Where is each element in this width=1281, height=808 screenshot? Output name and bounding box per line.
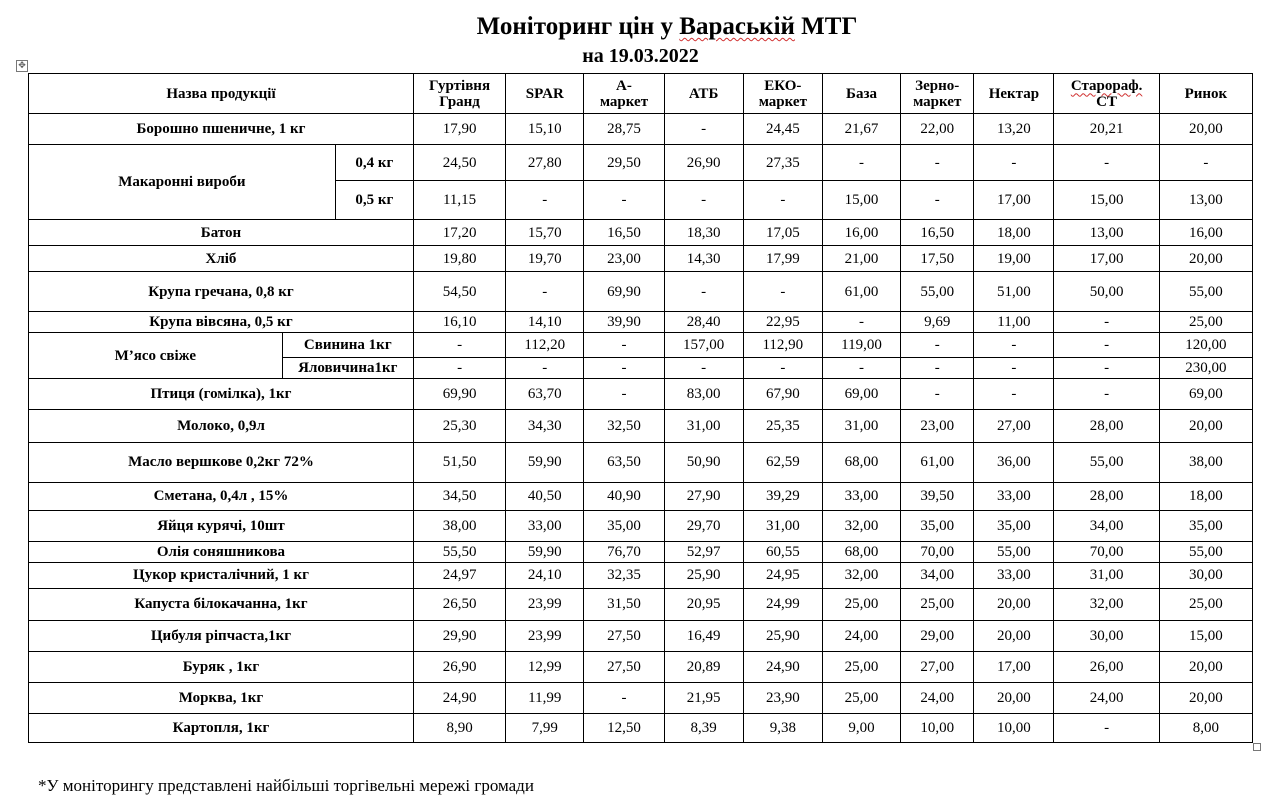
price-cell: - <box>1159 145 1252 181</box>
price-cell: 19,00 <box>974 246 1054 272</box>
price-cell: 27,90 <box>664 482 743 510</box>
price-cell: 18,30 <box>664 220 743 246</box>
product-name: М’ясо свіже <box>29 333 283 379</box>
price-cell: 51,00 <box>974 272 1054 312</box>
price-cell: 55,50 <box>413 541 505 562</box>
price-cell: 36,00 <box>974 443 1054 482</box>
price-cell: 34,50 <box>413 482 505 510</box>
price-cell: 32,00 <box>822 562 900 588</box>
price-cell: 31,00 <box>664 410 743 443</box>
header-product-name: Назва продукції <box>29 74 414 114</box>
table-row <box>29 410 1253 443</box>
price-cell: 22,95 <box>743 312 822 333</box>
price-cell: 16,00 <box>1159 220 1252 246</box>
price-cell: 26,90 <box>413 651 505 682</box>
price-cell: 28,00 <box>1054 482 1159 510</box>
table-row <box>29 713 1253 742</box>
header-store: Ринок <box>1159 74 1252 114</box>
header-store: SPAR <box>506 74 584 114</box>
price-cell: 120,00 <box>1159 333 1252 358</box>
product-name: Борошно пшеничне, 1 кг <box>29 114 414 145</box>
price-cell: 69,90 <box>584 272 664 312</box>
price-cell: 9,69 <box>901 312 974 333</box>
price-cell: - <box>974 358 1054 379</box>
price-cell: 17,00 <box>974 651 1054 682</box>
price-cell: 59,90 <box>506 443 584 482</box>
price-cell: 24,00 <box>822 620 900 651</box>
price-cell: 16,00 <box>822 220 900 246</box>
price-cell: - <box>901 358 974 379</box>
price-cell: 68,00 <box>822 443 900 482</box>
table-row <box>29 333 1253 358</box>
page-title <box>0 12 1281 42</box>
price-cell: - <box>743 181 822 220</box>
price-cell: 39,29 <box>743 482 822 510</box>
price-cell: 50,90 <box>664 443 743 482</box>
product-name: Картопля, 1кг <box>29 713 414 742</box>
price-cell: 112,20 <box>506 333 584 358</box>
price-cell: - <box>584 379 664 410</box>
table-row <box>29 620 1253 651</box>
price-cell: 29,50 <box>584 145 664 181</box>
price-cell: 13,00 <box>1054 220 1159 246</box>
price-cell: - <box>822 145 900 181</box>
price-cell: - <box>1054 333 1159 358</box>
price-cell: 25,00 <box>901 588 974 620</box>
price-cell: 34,30 <box>506 410 584 443</box>
price-cell: 20,00 <box>974 620 1054 651</box>
header-store: А- маркет <box>584 74 664 114</box>
price-cell: 38,00 <box>413 510 505 541</box>
table-row <box>29 510 1253 541</box>
price-cell: 17,20 <box>413 220 505 246</box>
price-cell: - <box>413 358 505 379</box>
table-row <box>29 541 1253 562</box>
price-cell: 31,00 <box>743 510 822 541</box>
price-cell: 61,00 <box>822 272 900 312</box>
price-cell: 26,90 <box>664 145 743 181</box>
price-cell: 32,00 <box>822 510 900 541</box>
price-cell: 16,50 <box>901 220 974 246</box>
product-name: Яйця курячі, 10шт <box>29 510 414 541</box>
price-cell: 40,50 <box>506 482 584 510</box>
price-cell: 26,50 <box>413 588 505 620</box>
price-cell: 15,00 <box>1159 620 1252 651</box>
price-cell: - <box>822 312 900 333</box>
price-cell: 83,00 <box>664 379 743 410</box>
table-row <box>29 482 1253 510</box>
price-cell: - <box>506 358 584 379</box>
price-cell: 24,97 <box>413 562 505 588</box>
price-cell: 24,90 <box>413 682 505 713</box>
price-cell: 15,00 <box>1054 181 1159 220</box>
price-cell: 27,00 <box>901 651 974 682</box>
price-cell: 60,55 <box>743 541 822 562</box>
price-cell: 27,50 <box>584 620 664 651</box>
table-row <box>29 651 1253 682</box>
price-cell: 28,40 <box>664 312 743 333</box>
price-cell: 20,95 <box>664 588 743 620</box>
price-cell: 31,50 <box>584 588 664 620</box>
price-cell: 8,00 <box>1159 713 1252 742</box>
price-cell: 69,00 <box>822 379 900 410</box>
price-cell: 16,10 <box>413 312 505 333</box>
price-cell: 70,00 <box>1054 541 1159 562</box>
price-cell: 69,00 <box>1159 379 1252 410</box>
price-cell: 17,50 <box>901 246 974 272</box>
page-subtitle: на 19.03.2022 <box>582 45 699 67</box>
price-cell: 34,00 <box>901 562 974 588</box>
product-name: Макаронні вироби <box>29 145 336 220</box>
price-cell: 19,70 <box>506 246 584 272</box>
price-cell: 32,50 <box>584 410 664 443</box>
header-store: Зерно- маркет <box>901 74 974 114</box>
price-cell: 23,99 <box>506 588 584 620</box>
price-cell: 63,50 <box>584 443 664 482</box>
price-cell: 29,00 <box>901 620 974 651</box>
price-cell: 25,00 <box>1159 312 1252 333</box>
price-cell: - <box>664 272 743 312</box>
price-cell: - <box>413 333 505 358</box>
price-cell: 39,50 <box>901 482 974 510</box>
price-cell: 17,90 <box>413 114 505 145</box>
product-name: Молоко, 0,9л <box>29 410 414 443</box>
price-cell: 18,00 <box>1159 482 1252 510</box>
price-cell: 62,59 <box>743 443 822 482</box>
table-row <box>29 246 1253 272</box>
price-cell: 24,90 <box>743 651 822 682</box>
price-cell: - <box>1054 312 1159 333</box>
table-row <box>29 145 1253 181</box>
price-cell: 67,90 <box>743 379 822 410</box>
price-cell: 20,00 <box>1159 682 1252 713</box>
price-cell: 55,00 <box>1054 443 1159 482</box>
price-cell: 23,00 <box>584 246 664 272</box>
table-row <box>29 312 1253 333</box>
price-cell: 23,00 <box>901 410 974 443</box>
product-variant: 0,5 кг <box>335 181 413 220</box>
header-row <box>29 74 1253 114</box>
price-cell: - <box>1054 713 1159 742</box>
product-name: Крупа вівсяна, 0,5 кг <box>29 312 414 333</box>
price-cell: - <box>664 181 743 220</box>
price-cell: 69,90 <box>413 379 505 410</box>
price-cell: 61,00 <box>901 443 974 482</box>
price-cell: 35,00 <box>974 510 1054 541</box>
price-cell: - <box>743 272 822 312</box>
product-name: Крупа гречана, 0,8 кг <box>29 272 414 312</box>
price-cell: 17,99 <box>743 246 822 272</box>
price-cell: - <box>743 358 822 379</box>
price-cell: 32,00 <box>1054 588 1159 620</box>
price-cell: - <box>974 379 1054 410</box>
price-cell: 20,00 <box>1159 246 1252 272</box>
price-cell: 13,20 <box>974 114 1054 145</box>
table-row <box>29 588 1253 620</box>
price-cell: 23,99 <box>506 620 584 651</box>
price-cell: - <box>584 682 664 713</box>
price-cell: 12,99 <box>506 651 584 682</box>
price-cell: - <box>974 333 1054 358</box>
header-store: Гуртівня Гранд <box>413 74 505 114</box>
price-cell: 15,70 <box>506 220 584 246</box>
price-cell: 25,30 <box>413 410 505 443</box>
footnote: *У моніторингу представлені найбільші торгівельні мережі громади <box>38 776 534 795</box>
price-cell: 21,67 <box>822 114 900 145</box>
table-row <box>29 114 1253 145</box>
price-cell: - <box>664 114 743 145</box>
price-cell: 63,70 <box>506 379 584 410</box>
price-cell: 52,97 <box>664 541 743 562</box>
price-cell: - <box>664 358 743 379</box>
price-cell: 50,00 <box>1054 272 1159 312</box>
price-cell: - <box>974 145 1054 181</box>
price-cell: 20,89 <box>664 651 743 682</box>
price-cell: 10,00 <box>901 713 974 742</box>
price-cell: - <box>901 181 974 220</box>
price-cell: 20,00 <box>1159 410 1252 443</box>
table-row <box>29 682 1253 713</box>
price-cell: 25,00 <box>1159 588 1252 620</box>
price-cell: 27,50 <box>584 651 664 682</box>
price-cell: 11,00 <box>974 312 1054 333</box>
price-cell: 70,00 <box>901 541 974 562</box>
price-cell: 55,00 <box>1159 541 1252 562</box>
header-store: База <box>822 74 900 114</box>
price-cell: 23,90 <box>743 682 822 713</box>
price-cell: 11,15 <box>413 181 505 220</box>
price-cell: - <box>584 181 664 220</box>
product-name: Цукор кристалічний, 1 кг <box>29 562 414 588</box>
header-store: Старораф. СТ <box>1054 74 1159 114</box>
price-cell: 35,00 <box>901 510 974 541</box>
price-cell: 7,99 <box>506 713 584 742</box>
price-cell: 16,50 <box>584 220 664 246</box>
price-cell: 8,39 <box>664 713 743 742</box>
price-cell: 21,00 <box>822 246 900 272</box>
title-prefix: Моніторинг цін у <box>476 13 680 40</box>
table-row <box>29 272 1253 312</box>
price-cell: - <box>1054 358 1159 379</box>
table-row <box>29 220 1253 246</box>
price-cell: 25,35 <box>743 410 822 443</box>
product-name: Сметана, 0,4л , 15% <box>29 482 414 510</box>
price-cell: 25,00 <box>822 588 900 620</box>
price-cell: - <box>506 272 584 312</box>
price-cell: 24,45 <box>743 114 822 145</box>
price-cell: 17,00 <box>974 181 1054 220</box>
price-cell: 25,90 <box>743 620 822 651</box>
price-cell: 31,00 <box>822 410 900 443</box>
product-name: Морква, 1кг <box>29 682 414 713</box>
price-cell: 17,05 <box>743 220 822 246</box>
price-cell: 38,00 <box>1159 443 1252 482</box>
price-cell: - <box>822 358 900 379</box>
product-name: Птиця (гомілка), 1кг <box>29 379 414 410</box>
price-cell: 14,10 <box>506 312 584 333</box>
price-cell: 29,90 <box>413 620 505 651</box>
price-cell: 35,00 <box>1159 510 1252 541</box>
price-cell: 119,00 <box>822 333 900 358</box>
price-cell: 35,00 <box>584 510 664 541</box>
table-move-handle-icon[interactable]: ✥ <box>16 60 28 72</box>
price-cell: 27,00 <box>974 410 1054 443</box>
price-cell: - <box>901 333 974 358</box>
price-cell: - <box>1054 145 1159 181</box>
price-cell: 24,50 <box>413 145 505 181</box>
price-cell: 19,80 <box>413 246 505 272</box>
price-cell: 26,00 <box>1054 651 1159 682</box>
table-row <box>29 379 1253 410</box>
price-cell: 18,00 <box>974 220 1054 246</box>
price-cell: 33,00 <box>974 562 1054 588</box>
table-resize-handle[interactable] <box>1253 743 1261 751</box>
price-cell: 30,00 <box>1054 620 1159 651</box>
product-name: Цибуля ріпчаста,1кг <box>29 620 414 651</box>
price-cell: 25,00 <box>822 682 900 713</box>
price-cell: 230,00 <box>1159 358 1252 379</box>
header-store: ЕКО- маркет <box>743 74 822 114</box>
price-cell: 25,00 <box>822 651 900 682</box>
price-cell: 8,90 <box>413 713 505 742</box>
price-cell: 27,35 <box>743 145 822 181</box>
header-store: Нектар <box>974 74 1054 114</box>
price-cell: 16,49 <box>664 620 743 651</box>
price-cell: 68,00 <box>822 541 900 562</box>
price-cell: 29,70 <box>664 510 743 541</box>
price-cell: 55,00 <box>1159 272 1252 312</box>
price-cell: 59,90 <box>506 541 584 562</box>
product-variant: Яловичина1кг <box>282 358 413 379</box>
price-cell: - <box>901 145 974 181</box>
price-cell: 20,21 <box>1054 114 1159 145</box>
price-cell: 20,00 <box>1159 651 1252 682</box>
title-suffix: МТГ <box>794 13 858 40</box>
table-row <box>29 562 1253 588</box>
price-cell: 32,35 <box>584 562 664 588</box>
price-cell: 33,00 <box>822 482 900 510</box>
price-cell: 9,00 <box>822 713 900 742</box>
price-cell: 22,00 <box>901 114 974 145</box>
product-name: Батон <box>29 220 414 246</box>
price-cell: - <box>584 358 664 379</box>
price-cell: 20,00 <box>1159 114 1252 145</box>
price-cell: 24,95 <box>743 562 822 588</box>
price-cell: 28,00 <box>1054 410 1159 443</box>
price-cell: 12,50 <box>584 713 664 742</box>
price-cell: - <box>584 333 664 358</box>
price-cell: 25,90 <box>664 562 743 588</box>
price-cell: 24,00 <box>901 682 974 713</box>
price-cell: 9,38 <box>743 713 822 742</box>
product-name: Олія соняшникова <box>29 541 414 562</box>
price-cell: 13,00 <box>1159 181 1252 220</box>
price-cell: 112,90 <box>743 333 822 358</box>
price-cell: - <box>901 379 974 410</box>
price-cell: 28,75 <box>584 114 664 145</box>
product-name: Масло вершкове 0,2кг 72% <box>29 443 414 482</box>
price-cell: 55,00 <box>974 541 1054 562</box>
price-cell: 54,50 <box>413 272 505 312</box>
price-cell: 17,00 <box>1054 246 1159 272</box>
price-cell: 27,80 <box>506 145 584 181</box>
price-cell: 39,90 <box>584 312 664 333</box>
price-cell: 33,00 <box>974 482 1054 510</box>
price-cell: 30,00 <box>1159 562 1252 588</box>
price-cell: 31,00 <box>1054 562 1159 588</box>
price-cell: 10,00 <box>974 713 1054 742</box>
price-cell: 21,95 <box>664 682 743 713</box>
title-place: Вараській <box>679 13 795 40</box>
price-cell: 24,10 <box>506 562 584 588</box>
header-store: АТБ <box>664 74 743 114</box>
price-cell: 11,99 <box>506 682 584 713</box>
price-table <box>28 73 1253 743</box>
price-cell: 15,10 <box>506 114 584 145</box>
product-name: Буряк , 1кг <box>29 651 414 682</box>
product-variant: Свинина 1кг <box>282 333 413 358</box>
price-cell: 20,00 <box>974 588 1054 620</box>
product-name: Капуста білокачанна, 1кг <box>29 588 414 620</box>
price-cell: 76,70 <box>584 541 664 562</box>
table-row <box>29 443 1253 482</box>
price-cell: 157,00 <box>664 333 743 358</box>
price-cell: 34,00 <box>1054 510 1159 541</box>
price-cell: - <box>1054 379 1159 410</box>
product-name: Хліб <box>29 246 414 272</box>
price-cell: 15,00 <box>822 181 900 220</box>
price-cell: - <box>506 181 584 220</box>
price-cell: 40,90 <box>584 482 664 510</box>
price-cell: 14,30 <box>664 246 743 272</box>
price-cell: 33,00 <box>506 510 584 541</box>
price-cell: 51,50 <box>413 443 505 482</box>
price-cell: 20,00 <box>974 682 1054 713</box>
price-cell: 24,99 <box>743 588 822 620</box>
product-variant: 0,4 кг <box>335 145 413 181</box>
price-cell: 24,00 <box>1054 682 1159 713</box>
price-cell: 55,00 <box>901 272 974 312</box>
